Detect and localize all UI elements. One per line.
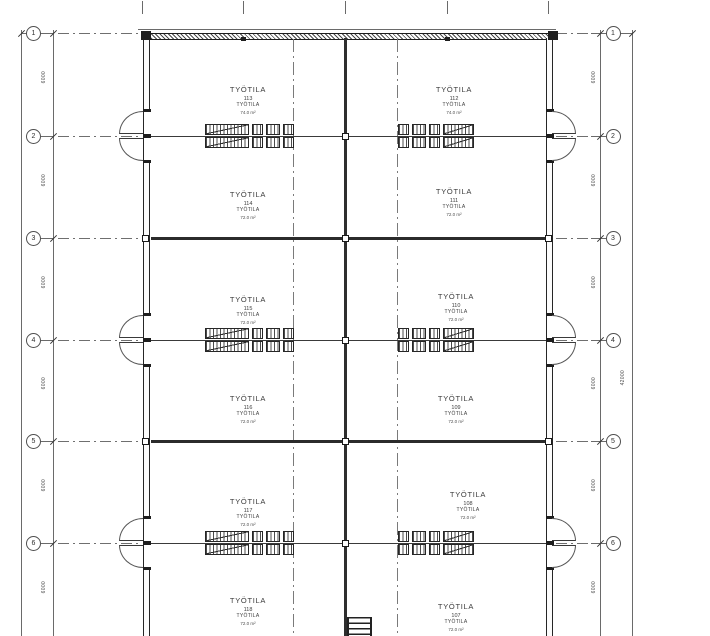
- folding-door-segment: [205, 341, 249, 352]
- room-number: 110: [451, 303, 461, 309]
- folding-door-segment: [266, 124, 280, 135]
- room-number: 117: [243, 508, 253, 514]
- room-label-113: [230, 85, 266, 115]
- folding-door-segment: [443, 328, 474, 339]
- bay-dimension-label: 6000: [591, 174, 597, 187]
- folding-door-segment: [283, 328, 294, 339]
- grid-bubble-left-5: 5: [26, 434, 41, 449]
- folding-door-segment: [398, 328, 409, 339]
- folding-door-segment: [252, 531, 263, 542]
- room-title: TYÖTILA: [449, 490, 487, 499]
- folding-door-segment: [283, 124, 294, 135]
- room-label-117: [230, 497, 266, 527]
- grid-row-dash-left: [58, 238, 139, 239]
- overall-dimension-label: 42000: [620, 370, 626, 386]
- folding-door-segment: [429, 124, 440, 135]
- folding-door-segment: [412, 328, 426, 339]
- door-swing-icon: [552, 545, 576, 568]
- top-wall-column-mark: [241, 37, 246, 41]
- grid-bubble-right-6: 6: [606, 536, 621, 551]
- folding-door-segment: [266, 531, 280, 542]
- bay-dimension-label: 6000: [591, 276, 597, 289]
- room-title: TYÖTILA: [229, 394, 267, 403]
- room-title: TYÖTILA: [437, 394, 475, 403]
- column-square: [142, 235, 149, 242]
- room-number: 109: [451, 405, 461, 411]
- grid-bubble-right-4: 4: [606, 333, 621, 348]
- column-square: [545, 235, 552, 242]
- room-label-109: [438, 394, 474, 424]
- room-area: 72.0 m²: [448, 418, 464, 424]
- folding-door-segment: [252, 544, 263, 555]
- room-area: 72.0 m²: [240, 620, 256, 626]
- room-area: 72.0 m²: [446, 211, 462, 217]
- top-wall-column-mark: [445, 37, 450, 41]
- room-number: 111: [449, 198, 459, 204]
- top-wall-corner-mark: [141, 31, 151, 40]
- room-sub: TYÖTILA: [236, 514, 260, 520]
- column-square: [342, 235, 349, 242]
- grid-bubble-right-5: 5: [606, 434, 621, 449]
- room-sub: TYÖTILA: [456, 507, 480, 513]
- door-swing-icon: [552, 315, 576, 338]
- column-square: [142, 438, 149, 445]
- grid-bubble-left-3: 3: [26, 231, 41, 246]
- column-square: [545, 438, 552, 445]
- bay-dimension-label: 6000: [41, 377, 47, 390]
- folding-door-segment: [429, 137, 440, 148]
- folding-door-segment: [252, 341, 263, 352]
- grid-bubble-right-1: 1: [606, 26, 621, 41]
- folding-door-segment: [443, 544, 474, 555]
- folding-door-segment: [252, 137, 263, 148]
- room-label-108: [450, 490, 486, 520]
- door-swing-icon: [552, 138, 576, 161]
- room-sub: TYÖTILA: [444, 309, 468, 315]
- door-swing-icon: [119, 138, 143, 161]
- room-number: 115: [243, 306, 253, 312]
- bay-dimension-label: 6000: [41, 581, 47, 594]
- room-title: TYÖTILA: [435, 187, 473, 196]
- folding-door-segment: [443, 531, 474, 542]
- room-label-115: [230, 295, 266, 325]
- folding-door-segment: [283, 544, 294, 555]
- folding-door-segment: [443, 137, 474, 148]
- folding-door-segment: [205, 544, 249, 555]
- door-frame: [143, 134, 151, 138]
- folding-door-segment: [412, 544, 426, 555]
- grid-bubble-right-2: 2: [606, 129, 621, 144]
- bay-dimension-label: 6000: [41, 174, 47, 187]
- bay-dimension-label: 6000: [591, 71, 597, 84]
- column-square: [342, 540, 349, 547]
- bay-dimension-label: 6000: [591, 479, 597, 492]
- room-area: 74.0 m²: [240, 109, 256, 115]
- room-number: 114: [243, 201, 253, 207]
- door-frame: [143, 567, 151, 570]
- room-area: 74.0 m²: [446, 109, 462, 115]
- right-bay-dim-line: [600, 30, 601, 636]
- room-number: 112: [449, 96, 459, 102]
- room-sub: TYÖTILA: [442, 102, 466, 108]
- door-frame: [143, 541, 151, 545]
- column-tick: [243, 1, 244, 14]
- folding-door-segment: [252, 124, 263, 135]
- room-title: TYÖTILA: [229, 85, 267, 94]
- right-overall-dim-line: [632, 30, 633, 636]
- folding-door-segment: [266, 341, 280, 352]
- door-swing-icon: [552, 342, 576, 365]
- folding-door-segment: [412, 341, 426, 352]
- room-title: TYÖTILA: [435, 85, 473, 94]
- grid-row-dash-left: [58, 340, 139, 341]
- room-number: 108: [463, 501, 473, 507]
- column-tick: [548, 1, 549, 14]
- grid-bubble-right-3: 3: [606, 231, 621, 246]
- room-area: 72.0 m²: [240, 214, 256, 220]
- grid-row-dash-left: [58, 33, 139, 34]
- folding-door-segment: [412, 124, 426, 135]
- column-tick: [345, 1, 346, 14]
- bay-dimension-label: 6000: [41, 276, 47, 289]
- left-bay-dim-line: [53, 30, 54, 636]
- door-swing-icon: [119, 111, 143, 134]
- room-area: 72.0 m²: [448, 316, 464, 322]
- eave-line: [138, 29, 556, 30]
- left-overall-dim-line: [21, 30, 22, 636]
- room-title: TYÖTILA: [229, 596, 267, 605]
- folding-door-segment: [252, 328, 263, 339]
- grid-row-dash-left: [58, 441, 139, 442]
- folding-door-segment: [412, 531, 426, 542]
- grid-bubble-left-1: 1: [26, 26, 41, 41]
- bay-dimension-label: 6000: [591, 377, 597, 390]
- folding-door-segment: [443, 341, 474, 352]
- room-number: 107: [451, 613, 461, 619]
- column-tick: [447, 1, 448, 14]
- room-sub: TYÖTILA: [444, 619, 468, 625]
- column-square: [342, 133, 349, 140]
- room-title: TYÖTILA: [229, 497, 267, 506]
- door-frame: [143, 109, 151, 112]
- grid-row-dash-left: [58, 136, 139, 137]
- column-square: [342, 438, 349, 445]
- folding-door-segment: [429, 544, 440, 555]
- door-swing-icon: [552, 518, 576, 541]
- room-area: 72.0 m²: [448, 626, 464, 632]
- room-area: 72.0 m²: [240, 418, 256, 424]
- folding-door-segment: [205, 328, 249, 339]
- room-label-111: [436, 187, 472, 217]
- room-area: 72.0 m²: [240, 319, 256, 325]
- folding-door-segment: [266, 328, 280, 339]
- door-frame: [143, 160, 151, 163]
- column-tick: [142, 1, 143, 14]
- column-square: [342, 337, 349, 344]
- door-frame: [143, 338, 151, 342]
- folding-door-segment: [283, 341, 294, 352]
- folding-door-segment: [283, 531, 294, 542]
- room-label-116: [230, 394, 266, 424]
- room-sub: TYÖTILA: [236, 312, 260, 318]
- bay-dimension-label: 6000: [41, 479, 47, 492]
- top-exterior-wall: [143, 33, 551, 40]
- folding-door-segment: [266, 137, 280, 148]
- folding-door-segment: [398, 124, 409, 135]
- room-sub: TYÖTILA: [236, 102, 260, 108]
- room-sub: TYÖTILA: [236, 411, 260, 417]
- room-number: 116: [243, 405, 253, 411]
- folding-door-segment: [398, 531, 409, 542]
- folding-door-segment: [398, 341, 409, 352]
- room-title: TYÖTILA: [229, 190, 267, 199]
- door-swing-icon: [119, 342, 143, 365]
- folding-door-segment: [429, 328, 440, 339]
- folding-door-segment: [412, 137, 426, 148]
- ladder-icon: [347, 617, 372, 636]
- room-number: 118: [243, 607, 253, 613]
- bay-dimension-label: 6000: [591, 581, 597, 594]
- folding-door-segment: [443, 124, 474, 135]
- room-sub: TYÖTILA: [442, 204, 466, 210]
- room-area: 72.0 m²: [460, 514, 476, 520]
- door-swing-icon: [119, 545, 143, 568]
- door-swing-icon: [552, 111, 576, 134]
- room-sub: TYÖTILA: [236, 207, 260, 213]
- door-frame: [143, 516, 151, 519]
- room-label-114: [230, 190, 266, 220]
- folding-door-segment: [205, 531, 249, 542]
- room-area: 72.0 m²: [240, 521, 256, 527]
- room-label-107: [438, 602, 474, 632]
- folding-door-segment: [283, 137, 294, 148]
- door-swing-icon: [119, 518, 143, 541]
- room-label-112: [436, 85, 472, 115]
- folding-door-segment: [429, 531, 440, 542]
- grid-bubble-left-4: 4: [26, 333, 41, 348]
- grid-bubble-left-2: 2: [26, 129, 41, 144]
- folding-door-segment: [266, 544, 280, 555]
- folding-door-segment: [205, 137, 249, 148]
- room-title: TYÖTILA: [437, 602, 475, 611]
- door-frame: [143, 364, 151, 367]
- top-wall-corner-mark: [548, 31, 558, 40]
- room-number: 113: [243, 96, 253, 102]
- folding-door-segment: [398, 544, 409, 555]
- folding-door-segment: [398, 137, 409, 148]
- door-frame: [143, 313, 151, 316]
- room-label-110: [438, 292, 474, 322]
- bay-dimension-label: 6000: [41, 71, 47, 84]
- folding-door-segment: [205, 124, 249, 135]
- door-swing-icon: [119, 315, 143, 338]
- room-label-118: [230, 596, 266, 626]
- grid-bubble-left-6: 6: [26, 536, 41, 551]
- room-title: TYÖTILA: [437, 292, 475, 301]
- room-title: TYÖTILA: [229, 295, 267, 304]
- grid-row-dash-left: [58, 543, 139, 544]
- room-sub: TYÖTILA: [236, 613, 260, 619]
- room-sub: TYÖTILA: [444, 411, 468, 417]
- folding-door-segment: [429, 341, 440, 352]
